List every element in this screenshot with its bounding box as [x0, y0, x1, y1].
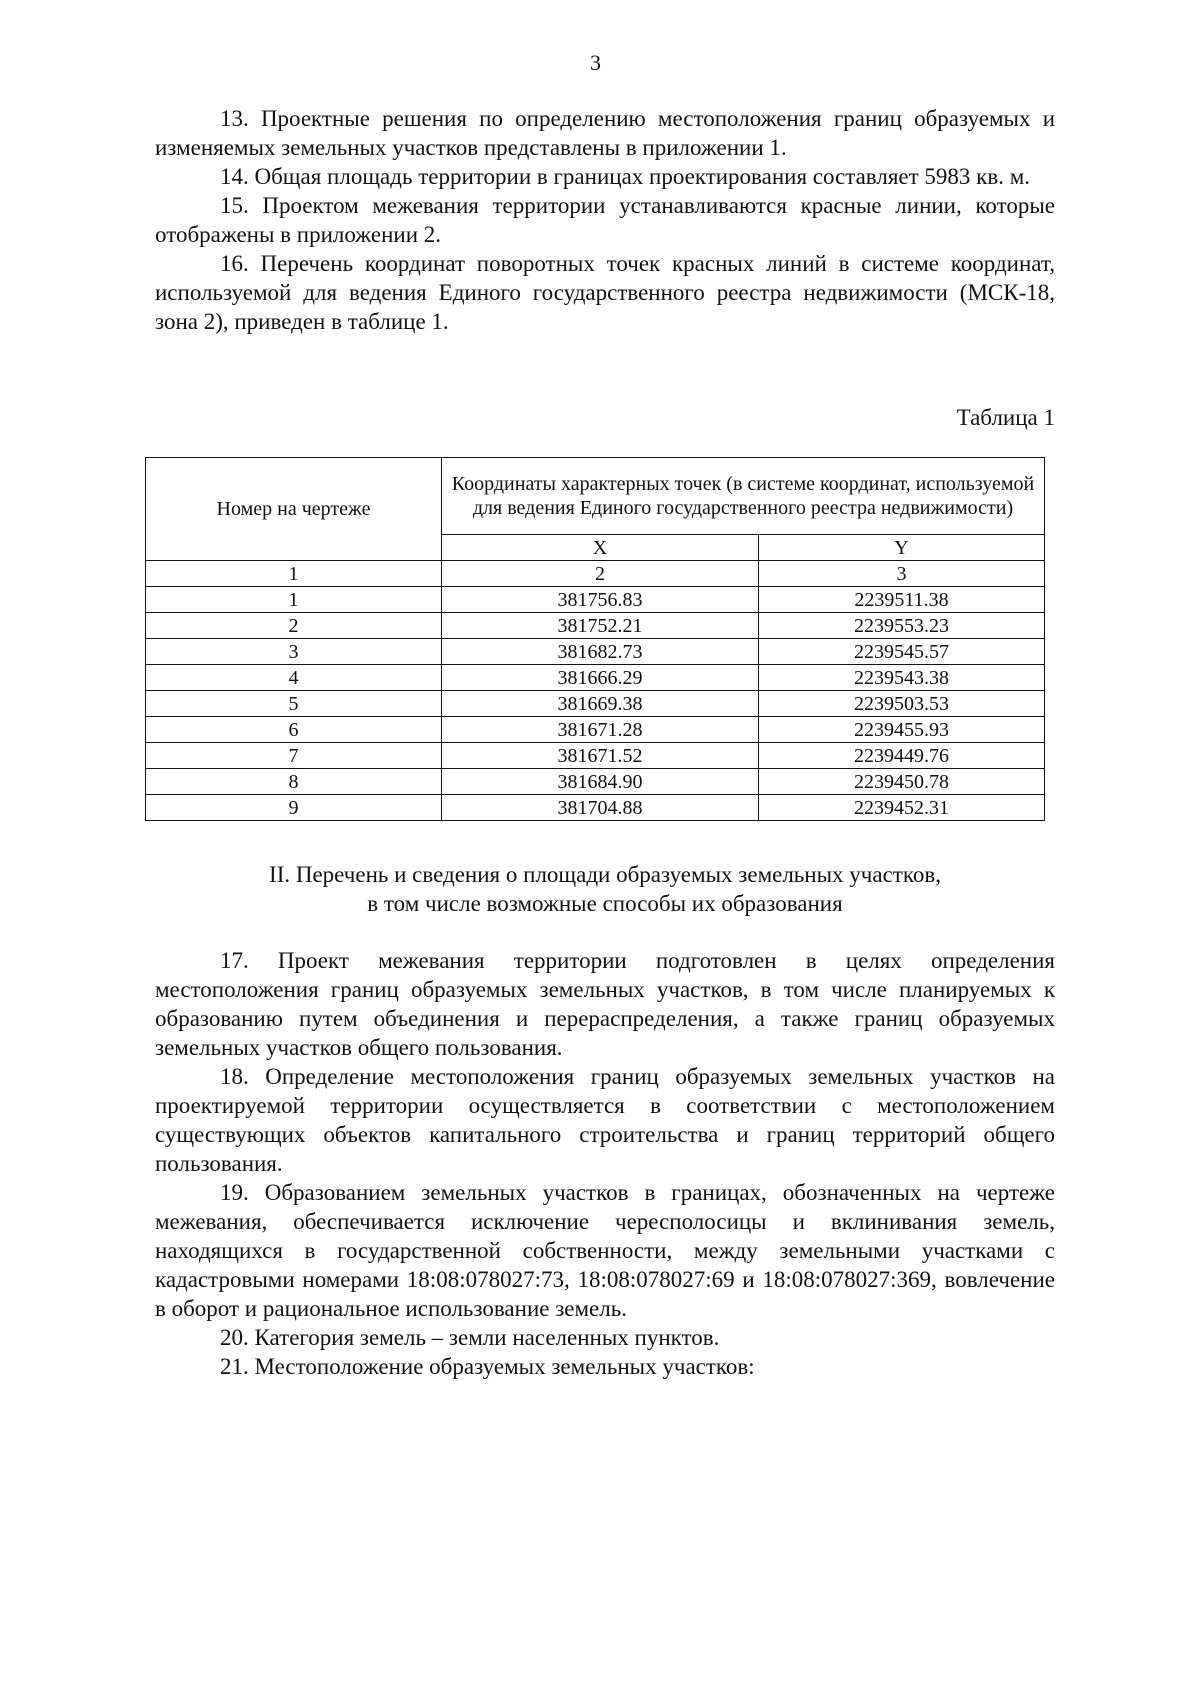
col-number: 2 — [442, 561, 759, 587]
point-number: 9 — [146, 795, 442, 821]
col-number: 1 — [146, 561, 442, 587]
header-x: X — [442, 535, 759, 561]
coord-y: 2239545.57 — [759, 639, 1045, 665]
paragraphs-bottom — [155, 946, 1055, 1381]
table-row — [146, 717, 1045, 743]
point-number: 6 — [146, 717, 442, 743]
paragraph-19: 19. Образованием земельных участков в границах, обозначенных на чертеже межевания, обеспечивается исключение чересполосицы и вклинивания земель, находящихся в государственной собственности, между земельными участками с кадастровыми номерами 18:08:078027:73, 18:08:078027:69 и 18:08:078027:369, вовлечение в оборот и рациональное использование земель. — [155, 1180, 1055, 1321]
coord-y: 2239455.93 — [759, 717, 1045, 743]
coord-x: 381669.38 — [442, 691, 759, 717]
coord-y: 2239450.78 — [759, 769, 1045, 795]
col-number: 3 — [759, 561, 1045, 587]
paragraph-18: 18. Определение местоположения границ образуемых земельных участков на проектируемой территории осуществляется в соответствии с местоположением существующих объектов капитального строительства и границ территорий общего пользования. — [155, 1064, 1055, 1176]
point-number: 7 — [146, 743, 442, 769]
point-number: 1 — [146, 587, 442, 613]
section-title-line-1: II. Перечень и сведения о площади образуемых земельных участков, — [269, 862, 941, 887]
point-number: 4 — [146, 665, 442, 691]
coord-x: 381704.88 — [442, 795, 759, 821]
table-caption: Таблица 1 — [956, 405, 1055, 430]
paragraph-15: 15. Проектом межевания территории устанавливаются красные линии, которые отображены в приложении 2. — [155, 193, 1055, 247]
coord-y: 2239503.53 — [759, 691, 1045, 717]
coord-x: 381666.29 — [442, 665, 759, 691]
section-title — [155, 860, 1055, 918]
table-row — [146, 795, 1045, 821]
coord-y: 2239511.38 — [759, 587, 1045, 613]
point-number: 2 — [146, 613, 442, 639]
coord-x: 381682.73 — [442, 639, 759, 665]
paragraph-14: 14. Общая площадь территории в границах проектирования составляет 5983 кв. м. — [220, 164, 1031, 189]
point-number: 5 — [146, 691, 442, 717]
paragraph-16: 16. Перечень координат поворотных точек красных линий в системе координат, используемой для ведения Единого государственного реестра недвижимости (МСК-18, зона 2), приведен в таблице 1. — [155, 251, 1055, 334]
table-row — [146, 691, 1045, 717]
page-number: 3 — [590, 50, 601, 75]
point-number: 8 — [146, 769, 442, 795]
coord-x: 381671.52 — [442, 743, 759, 769]
coord-x: 381684.90 — [442, 769, 759, 795]
table-row — [146, 587, 1045, 613]
point-number: 3 — [146, 639, 442, 665]
header-number: Номер на чертеже — [146, 458, 442, 561]
table-row — [146, 639, 1045, 665]
coord-y: 2239553.23 — [759, 613, 1045, 639]
paragraph-20: 20. Категория земель – земли населенных пунктов. — [220, 1325, 720, 1350]
paragraphs-top — [155, 104, 1055, 336]
table-row — [146, 769, 1045, 795]
coord-y: 2239449.76 — [759, 743, 1045, 769]
table-row — [146, 743, 1045, 769]
coord-x: 381752.21 — [442, 613, 759, 639]
coord-x: 381756.83 — [442, 587, 759, 613]
paragraph-13: 13. Проектные решения по определению местоположения границ образуемых и изменяемых земельных участков представлены в приложении 1. — [155, 106, 1055, 160]
section-title-line-2: в том числе возможные способы их образования — [367, 891, 843, 916]
coord-x: 381671.28 — [442, 717, 759, 743]
coord-y: 2239452.31 — [759, 795, 1045, 821]
table-row — [146, 665, 1045, 691]
paragraph-17: 17. Проект межевания территории подготовлен в целях определения местоположения границ образуемых земельных участков, в том числе планируемых к образованию путем объединения и перераспределения, а также границ образуемых земельных участков общего пользования. — [155, 948, 1055, 1060]
coordinates-table — [145, 457, 1045, 821]
header-y: Y — [759, 535, 1045, 561]
paragraph-21: 21. Местоположение образуемых земельных участков: — [220, 1354, 755, 1379]
header-coordinates: Координаты характерных точек (в системе координат, используемой для ведения Единого государственного реестра недвижимости) — [442, 458, 1045, 535]
coord-y: 2239543.38 — [759, 665, 1045, 691]
table-row — [146, 613, 1045, 639]
